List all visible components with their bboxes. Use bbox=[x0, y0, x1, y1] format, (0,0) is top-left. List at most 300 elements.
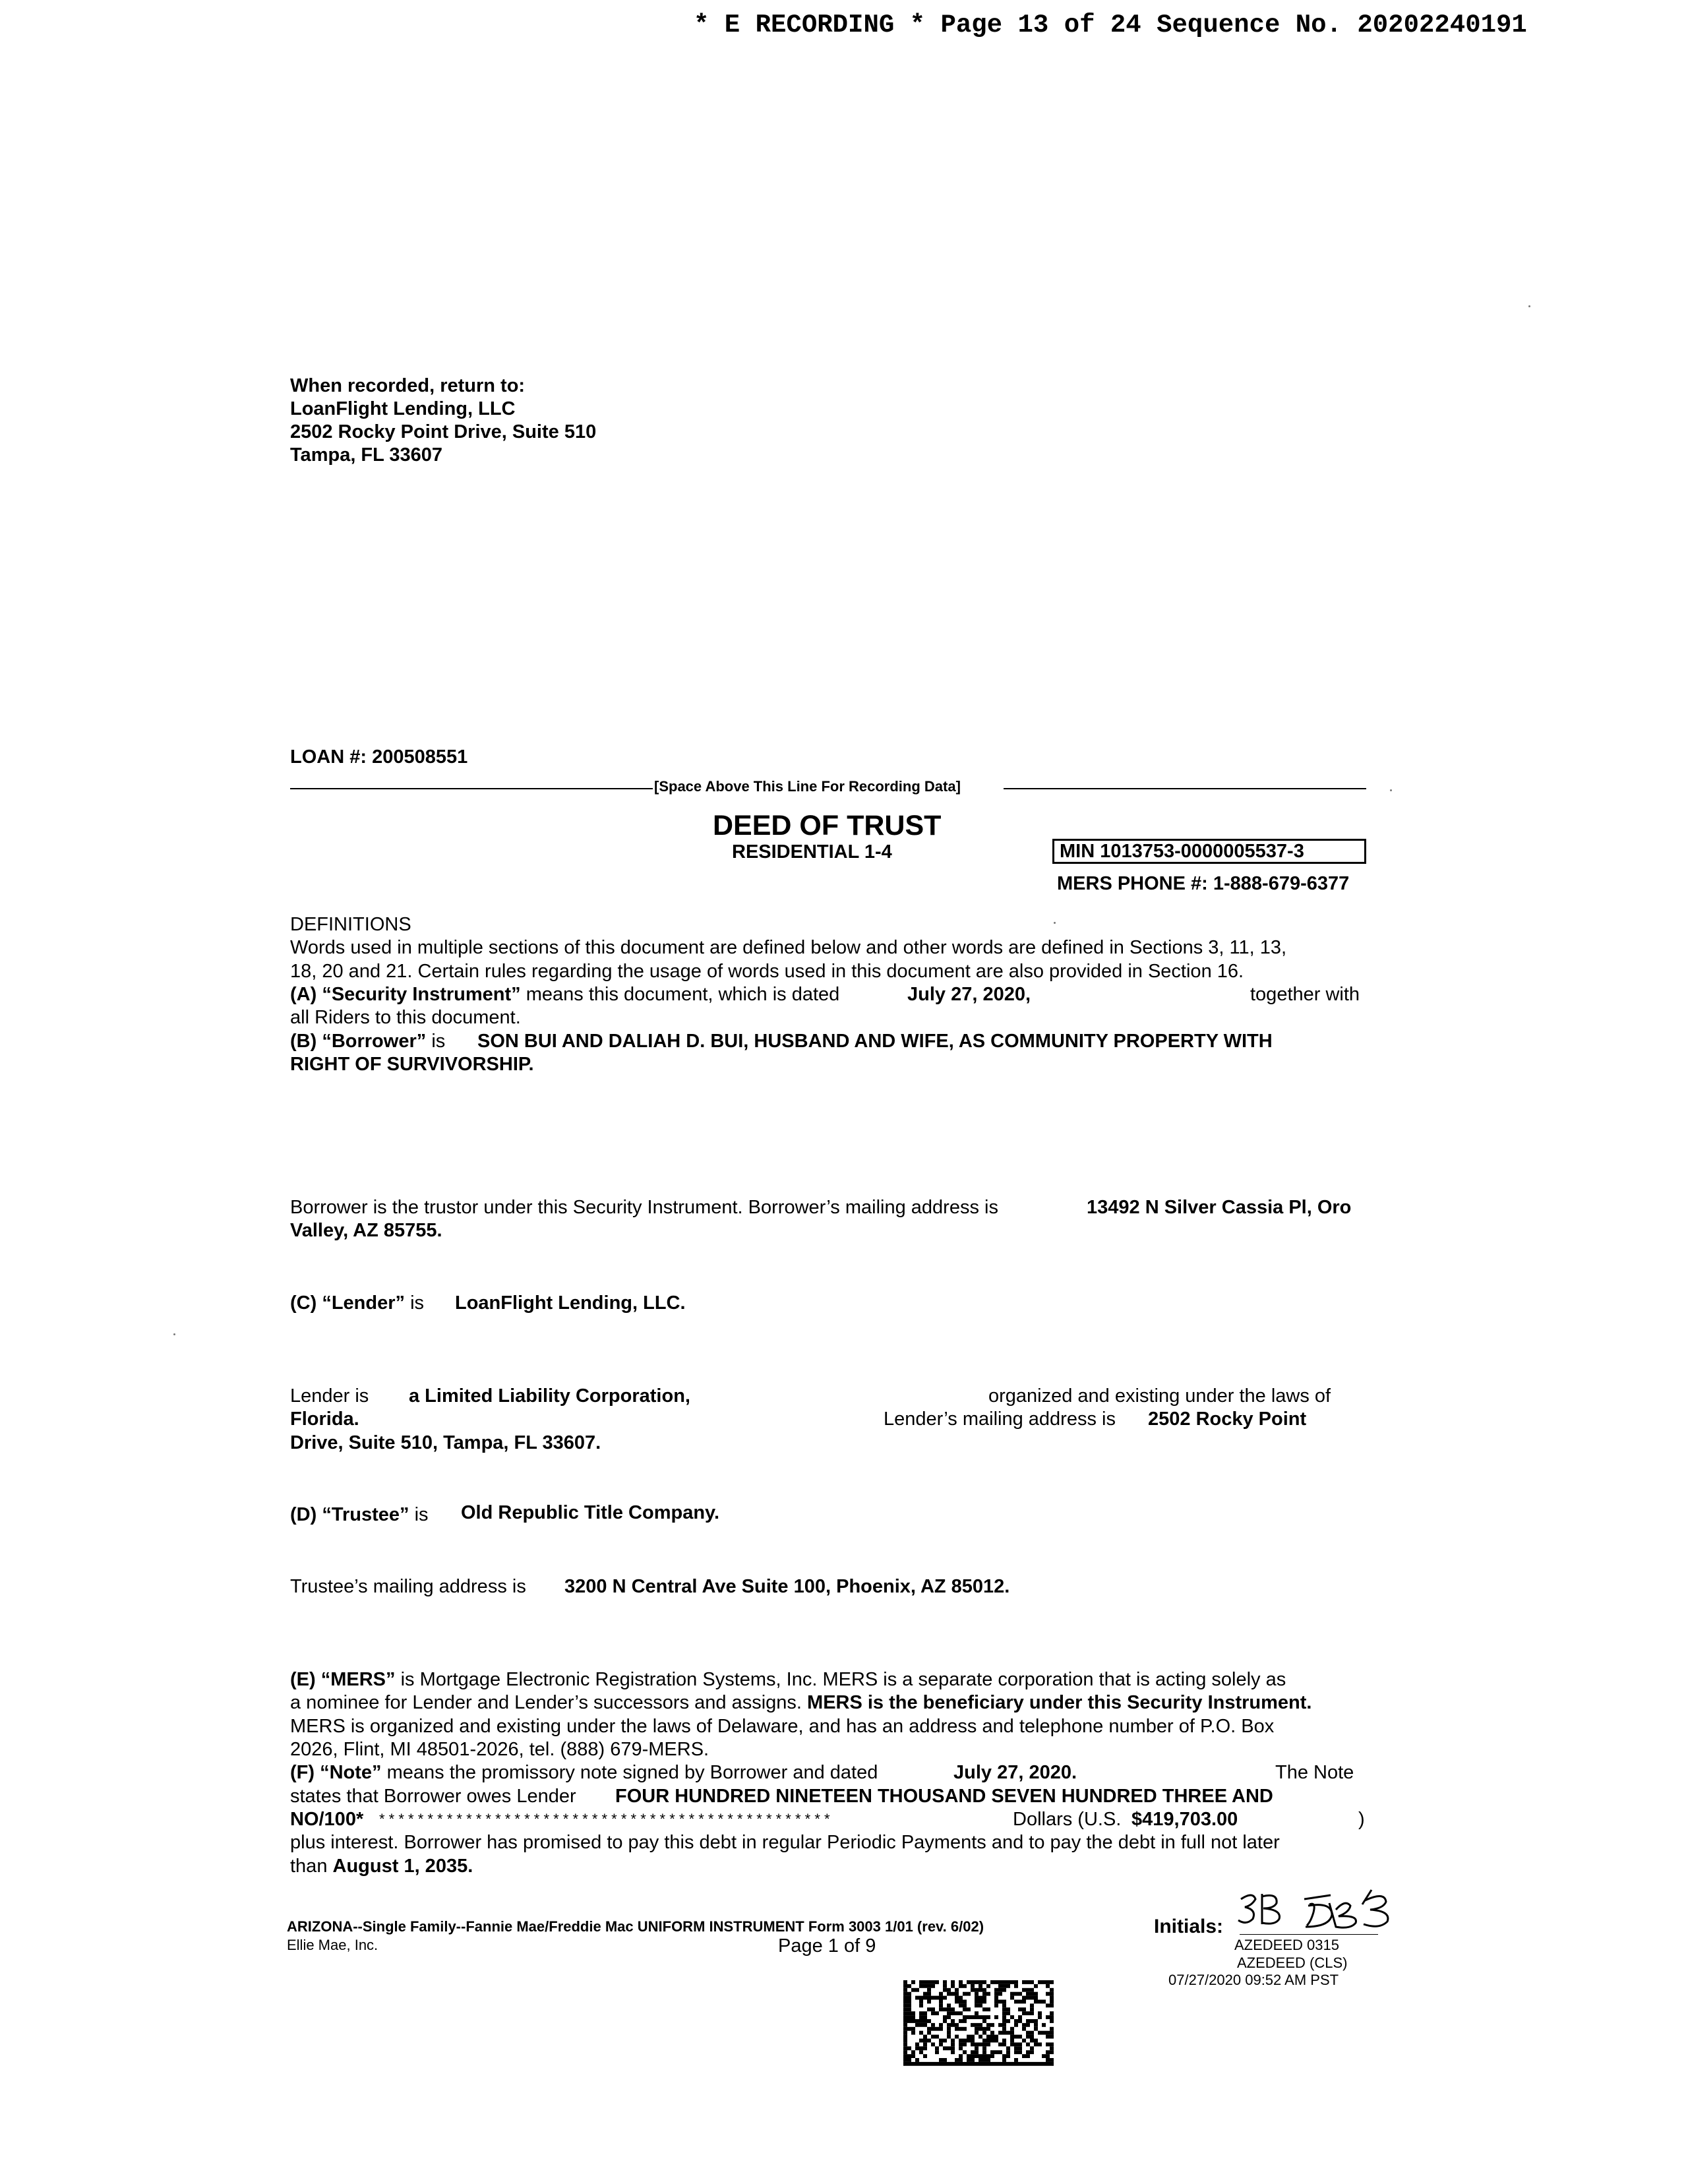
barcode-module bbox=[939, 2027, 943, 2031]
barcode-module bbox=[1018, 2000, 1022, 2004]
definition-f-term: “Note” bbox=[320, 1762, 382, 1783]
barcode-module bbox=[1006, 2007, 1010, 2011]
barcode-module bbox=[1002, 2062, 1006, 2066]
definition-b-term: “Borrower” bbox=[322, 1031, 427, 1052]
barcode-module bbox=[975, 2054, 979, 2058]
barcode-module bbox=[994, 2015, 998, 2019]
barcode-module bbox=[911, 2019, 915, 2023]
barcode-module bbox=[919, 1980, 923, 1984]
definition-e-label: (E) bbox=[290, 1669, 316, 1690]
barcode-module bbox=[1042, 1980, 1046, 1984]
barcode-module bbox=[959, 1980, 963, 1984]
barcode-module bbox=[1030, 2039, 1034, 2043]
definition-c bbox=[290, 1291, 424, 1315]
barcode-module bbox=[1046, 2050, 1050, 2054]
barcode-module bbox=[907, 2054, 911, 2058]
barcode-module bbox=[903, 2046, 907, 2050]
barcode-module bbox=[1042, 2031, 1046, 2035]
barcode-module bbox=[923, 1992, 927, 1996]
barcode-module bbox=[1026, 2054, 1030, 2058]
barcode-module bbox=[947, 2035, 951, 2039]
note-amount-words-2: NO/100* bbox=[290, 1809, 364, 1830]
barcode-module bbox=[955, 1992, 959, 1996]
barcode-module bbox=[986, 2039, 990, 2043]
barcode-module bbox=[1026, 2050, 1030, 2054]
barcode-module bbox=[1026, 2023, 1030, 2027]
barcode-module bbox=[911, 2015, 915, 2019]
barcode-module bbox=[1002, 2023, 1006, 2027]
barcode-module bbox=[1050, 2000, 1054, 2004]
barcode-module bbox=[1002, 2003, 1006, 2007]
barcode-module bbox=[963, 2015, 967, 2019]
barcode-module bbox=[911, 2031, 915, 2035]
barcode-module bbox=[1046, 2058, 1050, 2062]
loan-label: LOAN #: bbox=[290, 746, 367, 768]
barcode-module bbox=[1034, 1996, 1038, 2000]
barcode-module bbox=[911, 2011, 915, 2015]
barcode-module bbox=[986, 2035, 990, 2039]
barcode-module bbox=[971, 2058, 975, 2062]
barcode-module bbox=[1006, 1984, 1010, 1988]
definitions-heading: DEFINITIONS bbox=[290, 914, 411, 935]
barcode-module bbox=[994, 2035, 998, 2039]
definition-e-text-1: is Mortgage Electronic Registration Systems, Inc. MERS is a separate corporation that is acting solely as bbox=[400, 1669, 1286, 1690]
barcode-module bbox=[982, 1988, 986, 1992]
barcode-module bbox=[986, 2027, 990, 2031]
barcode-module bbox=[1030, 2003, 1034, 2007]
barcode-module bbox=[986, 2007, 990, 2011]
barcode-module bbox=[907, 2058, 911, 2062]
barcode-module bbox=[994, 2039, 998, 2043]
barcode-module bbox=[947, 2023, 951, 2027]
barcode-module bbox=[903, 2042, 907, 2046]
barcode-module bbox=[1042, 2054, 1046, 2058]
barcode-module bbox=[1018, 2035, 1022, 2039]
security-instrument-date: July 27, 2020, bbox=[907, 984, 1031, 1005]
barcode-module bbox=[919, 2003, 923, 2007]
definition-d-term: “Trustee” bbox=[322, 1504, 409, 1525]
definition-d-label: (D) bbox=[290, 1504, 317, 1525]
barcode-module bbox=[939, 2039, 943, 2043]
barcode-module bbox=[1050, 2015, 1054, 2019]
barcode-module bbox=[1026, 2031, 1030, 2035]
definition-f-owes: states that Borrower owes Lender bbox=[290, 1786, 576, 1807]
barcode-module bbox=[1050, 2058, 1054, 2062]
barcode-module bbox=[951, 2046, 955, 2050]
barcode-module bbox=[986, 2058, 990, 2062]
barcode-module bbox=[947, 2011, 951, 2015]
barcode-module bbox=[915, 2058, 919, 2062]
barcode-module bbox=[935, 2027, 939, 2031]
barcode-module bbox=[927, 2007, 931, 2011]
barcode-module bbox=[907, 2019, 911, 2023]
barcode-module bbox=[1046, 1984, 1050, 1988]
barcode-module bbox=[979, 2062, 982, 2066]
barcode-module bbox=[951, 2062, 955, 2066]
barcode-module bbox=[963, 2000, 967, 2004]
barcode-module bbox=[911, 2062, 915, 2066]
definition-f-text: means the promissory note signed by Borrower and dated bbox=[386, 1762, 878, 1783]
barcode-module bbox=[939, 2058, 943, 2062]
barcode-module bbox=[1018, 2042, 1022, 2046]
definition-c-is: is bbox=[410, 1292, 425, 1314]
barcode-module bbox=[1050, 2050, 1054, 2054]
barcode-module bbox=[1002, 2058, 1006, 2062]
trustee-address: 3200 N Central Ave Suite 100, Phoenix, AZ 85012. bbox=[564, 1576, 1010, 1597]
barcode-module bbox=[1038, 2011, 1042, 2015]
barcode-module bbox=[1042, 2062, 1046, 2066]
barcode-module bbox=[919, 2039, 923, 2043]
barcode-module bbox=[955, 2011, 959, 2015]
barcode-module bbox=[1006, 2062, 1010, 2066]
barcode-module bbox=[986, 1992, 990, 1996]
barcode-module bbox=[903, 1984, 907, 1988]
definition-d-is: is bbox=[414, 1504, 429, 1525]
barcode-module bbox=[1014, 2019, 1018, 2023]
barcode-module bbox=[994, 2062, 998, 2066]
barcode-module bbox=[979, 1996, 982, 2000]
barcode-module bbox=[1030, 2011, 1034, 2015]
barcode-module bbox=[903, 1980, 907, 1984]
barcode-module bbox=[967, 2039, 971, 2043]
barcode-module bbox=[1050, 1988, 1054, 1992]
return-street: 2502 Rocky Point Drive, Suite 510 bbox=[290, 421, 597, 442]
barcode-module bbox=[1014, 2042, 1018, 2046]
barcode-module bbox=[1010, 2027, 1014, 2031]
barcode-module bbox=[975, 1996, 979, 2000]
barcode-module bbox=[1014, 2050, 1018, 2054]
barcode-module bbox=[1034, 1992, 1038, 1996]
barcode-module bbox=[903, 2000, 907, 2004]
barcode-module bbox=[947, 2031, 951, 2035]
barcode-module bbox=[982, 1980, 986, 1984]
barcode-module bbox=[1018, 1992, 1022, 1996]
note-amount-close: ) bbox=[1358, 1809, 1365, 1830]
barcode-module bbox=[994, 2000, 998, 2004]
barcode-module bbox=[939, 2023, 943, 2027]
barcode-module bbox=[919, 2019, 923, 2023]
barcode-module bbox=[1002, 1984, 1006, 1988]
scan-speck bbox=[173, 1333, 175, 1335]
barcode-module bbox=[959, 2039, 963, 2043]
barcode-module bbox=[951, 1992, 955, 1996]
barcode-module bbox=[919, 2046, 923, 2050]
barcode-module bbox=[986, 2042, 990, 2046]
barcode-module bbox=[1002, 1980, 1006, 1984]
barcode-module bbox=[1002, 2054, 1006, 2058]
barcode-module bbox=[994, 1988, 998, 1992]
loan-number bbox=[290, 745, 467, 769]
barcode-module bbox=[935, 2046, 939, 2050]
barcode-module bbox=[935, 2050, 939, 2054]
barcode-module bbox=[963, 2062, 967, 2066]
barcode-module bbox=[907, 2062, 911, 2066]
barcode-module bbox=[1030, 2007, 1034, 2011]
barcode-module bbox=[943, 2058, 947, 2062]
min-box: MIN 1013753-0000005537-3 bbox=[1052, 839, 1366, 864]
lender-organized: organized and existing under the laws of bbox=[988, 1385, 1331, 1407]
barcode-module bbox=[1022, 2062, 1026, 2066]
barcode-module bbox=[927, 1988, 931, 1992]
barcode-module bbox=[931, 2023, 935, 2027]
barcode-module bbox=[959, 2000, 963, 2004]
definition-e-line2 bbox=[290, 1691, 1312, 1714]
barcode-module bbox=[923, 2011, 927, 2015]
recording-rule-right bbox=[1004, 788, 1366, 789]
barcode-module bbox=[1018, 2062, 1022, 2066]
barcode-module bbox=[1018, 2015, 1022, 2019]
definition-b-label: (B) bbox=[290, 1031, 317, 1052]
barcode-module bbox=[903, 2031, 907, 2035]
barcode-module bbox=[959, 2042, 963, 2046]
barcode-module bbox=[903, 2027, 907, 2031]
barcode-module bbox=[935, 2062, 939, 2066]
barcode-module bbox=[982, 2031, 986, 2035]
barcode-module bbox=[979, 2042, 982, 2046]
barcode-module bbox=[1038, 2015, 1042, 2019]
barcode-module bbox=[1038, 2042, 1042, 2046]
barcode-module bbox=[971, 1984, 975, 1988]
barcode-module bbox=[979, 2000, 982, 2004]
barcode-module bbox=[967, 2007, 971, 2011]
barcode-module bbox=[907, 2027, 911, 2031]
barcode-module bbox=[998, 1984, 1002, 1988]
barcode-module bbox=[919, 2000, 923, 2004]
barcode-module bbox=[1010, 2035, 1014, 2039]
initials-signature bbox=[1233, 1886, 1431, 1939]
barcode-module bbox=[1034, 2062, 1038, 2066]
barcode-module bbox=[911, 1988, 915, 1992]
definition-d bbox=[290, 1503, 429, 1527]
definition-a-text: means this document, which is dated bbox=[526, 984, 840, 1005]
note-date: July 27, 2020. bbox=[953, 1762, 1077, 1783]
barcode-module bbox=[939, 2042, 943, 2046]
barcode-module bbox=[1002, 2031, 1006, 2035]
barcode-module bbox=[943, 2062, 947, 2066]
barcode-module bbox=[923, 1980, 927, 1984]
barcode-module bbox=[975, 2015, 979, 2019]
footer-vendor: Ellie Mae, Inc. bbox=[287, 1937, 378, 1953]
barcode-module bbox=[1006, 2031, 1010, 2035]
barcode-module bbox=[1022, 2000, 1026, 2004]
barcode-module bbox=[1038, 1980, 1042, 1984]
barcode-module bbox=[951, 2050, 955, 2054]
barcode-module bbox=[990, 2062, 994, 2066]
barcode-module bbox=[903, 2035, 907, 2039]
return-city: Tampa, FL 33607 bbox=[290, 444, 443, 466]
barcode-module bbox=[986, 2023, 990, 2027]
barcode-module bbox=[947, 1988, 951, 1992]
barcode-module bbox=[1034, 1984, 1038, 1988]
barcode-module bbox=[982, 2007, 986, 2011]
barcode-module bbox=[1006, 1980, 1010, 1984]
barcode-module bbox=[963, 2042, 967, 2046]
barcode-module bbox=[998, 1988, 1002, 1992]
barcode-module bbox=[1010, 2042, 1014, 2046]
barcode-module bbox=[1042, 2000, 1046, 2004]
barcode-module bbox=[943, 2039, 947, 2043]
barcode-module bbox=[994, 1980, 998, 1984]
barcode-module bbox=[1006, 2019, 1010, 2023]
barcode-module bbox=[923, 1996, 927, 2000]
barcode-module bbox=[982, 2000, 986, 2004]
barcode-module bbox=[975, 2011, 979, 2015]
barcode-module bbox=[951, 1984, 955, 1988]
barcode-module bbox=[1014, 2023, 1018, 2027]
barcode-module bbox=[943, 2046, 947, 2050]
barcode-module bbox=[1014, 2046, 1018, 2050]
barcode-module bbox=[1030, 2031, 1034, 2035]
return-company: LoanFlight Lending, LLC bbox=[290, 398, 516, 419]
barcode-module bbox=[1014, 1980, 1018, 1984]
barcode-module bbox=[990, 2050, 994, 2054]
barcode-module bbox=[975, 1992, 979, 1996]
recording-rule-left bbox=[290, 788, 653, 789]
barcode-module bbox=[907, 1992, 911, 1996]
barcode-module bbox=[939, 2007, 943, 2011]
barcode-module bbox=[971, 1980, 975, 1984]
recording-header: * E RECORDING * Page 13 of 24 Sequence No. 20202240191 bbox=[694, 11, 1527, 40]
barcode-module bbox=[1046, 1992, 1050, 1996]
barcode-module bbox=[1010, 2039, 1014, 2043]
barcode-module bbox=[959, 1984, 963, 1988]
barcode-image bbox=[903, 1980, 1054, 2066]
barcode-module bbox=[1002, 2042, 1006, 2046]
definition-c-label: (C) bbox=[290, 1292, 317, 1314]
loan-value: 200508551 bbox=[372, 746, 468, 768]
barcode-module bbox=[959, 2019, 963, 2023]
barcode-module bbox=[994, 1996, 998, 2000]
borrower-name-1: SON BUI AND DALIAH D. BUI, HUSBAND AND WIFE, AS COMMUNITY PROPERTY WITH bbox=[477, 1031, 1273, 1052]
barcode-module bbox=[1018, 2046, 1022, 2050]
barcode-module bbox=[955, 1988, 959, 1992]
barcode-module bbox=[919, 2062, 923, 2066]
barcode-module bbox=[982, 1992, 986, 1996]
barcode-module bbox=[1034, 2027, 1038, 2031]
barcode-module bbox=[927, 2039, 931, 2043]
definition-f-label: (F) bbox=[290, 1762, 315, 1783]
barcode-module bbox=[927, 1992, 931, 1996]
barcode-module bbox=[943, 2007, 947, 2011]
barcode-module bbox=[955, 1996, 959, 2000]
barcode-module bbox=[951, 2011, 955, 2015]
barcode-module bbox=[971, 2015, 975, 2019]
definition-e-line4: 2026, Flint, MI 48501-2026, tel. (888) 679-MERS. bbox=[290, 1739, 709, 1760]
barcode-module bbox=[1046, 2035, 1050, 2039]
barcode-module bbox=[903, 2015, 907, 2019]
lender-address-1: 2502 Rocky Point bbox=[1148, 1409, 1307, 1430]
definition-b bbox=[290, 1029, 445, 1053]
barcode-module bbox=[998, 1980, 1002, 1984]
barcode-module bbox=[919, 2023, 923, 2027]
barcode-module bbox=[903, 2011, 907, 2015]
barcode-module bbox=[1022, 2007, 1026, 2011]
barcode-module bbox=[1030, 1992, 1034, 1996]
return-address bbox=[290, 375, 596, 467]
barcode-module bbox=[979, 2058, 982, 2062]
barcode-module bbox=[915, 2023, 919, 2027]
barcode-module bbox=[943, 1980, 947, 1984]
barcode-module bbox=[915, 1988, 919, 1992]
barcode-module bbox=[1022, 2027, 1026, 2031]
barcode-module bbox=[1014, 2062, 1018, 2066]
barcode-module bbox=[1002, 2011, 1006, 2015]
barcode-module bbox=[986, 2054, 990, 2058]
lender-mailing-label: Lender’s mailing address is bbox=[884, 1409, 1116, 1430]
barcode-module bbox=[931, 2042, 935, 2046]
barcode-module bbox=[903, 2007, 907, 2011]
barcode-module bbox=[1010, 2062, 1014, 2066]
barcode-module bbox=[963, 2003, 967, 2007]
barcode-module bbox=[903, 2003, 907, 2007]
barcode-module bbox=[923, 2019, 927, 2023]
barcode-module bbox=[927, 2031, 931, 2035]
definition-e-text-2b: MERS is the beneficiary under this Security Instrument. bbox=[807, 1692, 1312, 1713]
barcode-module bbox=[1018, 2019, 1022, 2023]
scan-speck bbox=[1528, 305, 1530, 307]
barcode-module bbox=[982, 2015, 986, 2019]
barcode-module bbox=[943, 2019, 947, 2023]
barcode-module bbox=[986, 2062, 990, 2066]
barcode-module bbox=[923, 2023, 927, 2027]
barcode-module bbox=[998, 2031, 1002, 2035]
barcode-module bbox=[1050, 2062, 1054, 2066]
barcode-module bbox=[986, 2015, 990, 2019]
barcode-module bbox=[982, 2039, 986, 2043]
trustor-text: Borrower is the trustor under this Security Instrument. Borrower’s mailing address is bbox=[290, 1197, 998, 1218]
barcode-module bbox=[931, 1984, 935, 1988]
barcode-module bbox=[994, 1992, 998, 1996]
lender-type: a Limited Liability Corporation, bbox=[409, 1385, 690, 1407]
barcode-module bbox=[927, 2000, 931, 2004]
barcode-module bbox=[975, 2027, 979, 2031]
barcode-module bbox=[955, 2062, 959, 2066]
barcode-module bbox=[1010, 1980, 1014, 1984]
barcode-module bbox=[903, 2050, 907, 2054]
definition-a bbox=[290, 983, 839, 1006]
barcode-module bbox=[967, 2035, 971, 2039]
barcode-module bbox=[1014, 2058, 1018, 2062]
barcode-module bbox=[975, 2062, 979, 2066]
barcode-module bbox=[931, 2062, 935, 2066]
barcode-module bbox=[911, 2027, 915, 2031]
barcode-module bbox=[990, 2035, 994, 2039]
definition-e-text-2a: a nominee for Lender and Lender’s successors and assigns. bbox=[290, 1692, 802, 1713]
definition-a-term: “Security Instrument” bbox=[322, 984, 521, 1005]
definition-e-line1 bbox=[290, 1668, 1286, 1691]
barcode-module bbox=[998, 1992, 1002, 1996]
barcode-module bbox=[1018, 2007, 1022, 2011]
barcode-module bbox=[919, 2050, 923, 2054]
footer-page: Page 1 of 9 bbox=[778, 1935, 876, 1957]
barcode-module bbox=[955, 2027, 959, 2031]
barcode-module bbox=[963, 2027, 967, 2031]
barcode-module bbox=[975, 2031, 979, 2035]
barcode-module bbox=[939, 2003, 943, 2007]
barcode-module bbox=[911, 2054, 915, 2058]
barcode-module bbox=[975, 1988, 979, 1992]
barcode-module bbox=[955, 2000, 959, 2004]
barcode-module bbox=[1010, 2031, 1014, 2035]
barcode-module bbox=[959, 2011, 963, 2015]
barcode-module bbox=[915, 2062, 919, 2066]
barcode-module bbox=[975, 2023, 979, 2027]
note-amount-words: FOUR HUNDRED NINETEEN THOUSAND SEVEN HUNDRED THREE AND bbox=[615, 1786, 1273, 1807]
barcode-module bbox=[923, 2062, 927, 2066]
barcode-module bbox=[967, 1980, 971, 1984]
barcode-module bbox=[919, 1984, 923, 1988]
barcode-module bbox=[927, 2027, 931, 2031]
